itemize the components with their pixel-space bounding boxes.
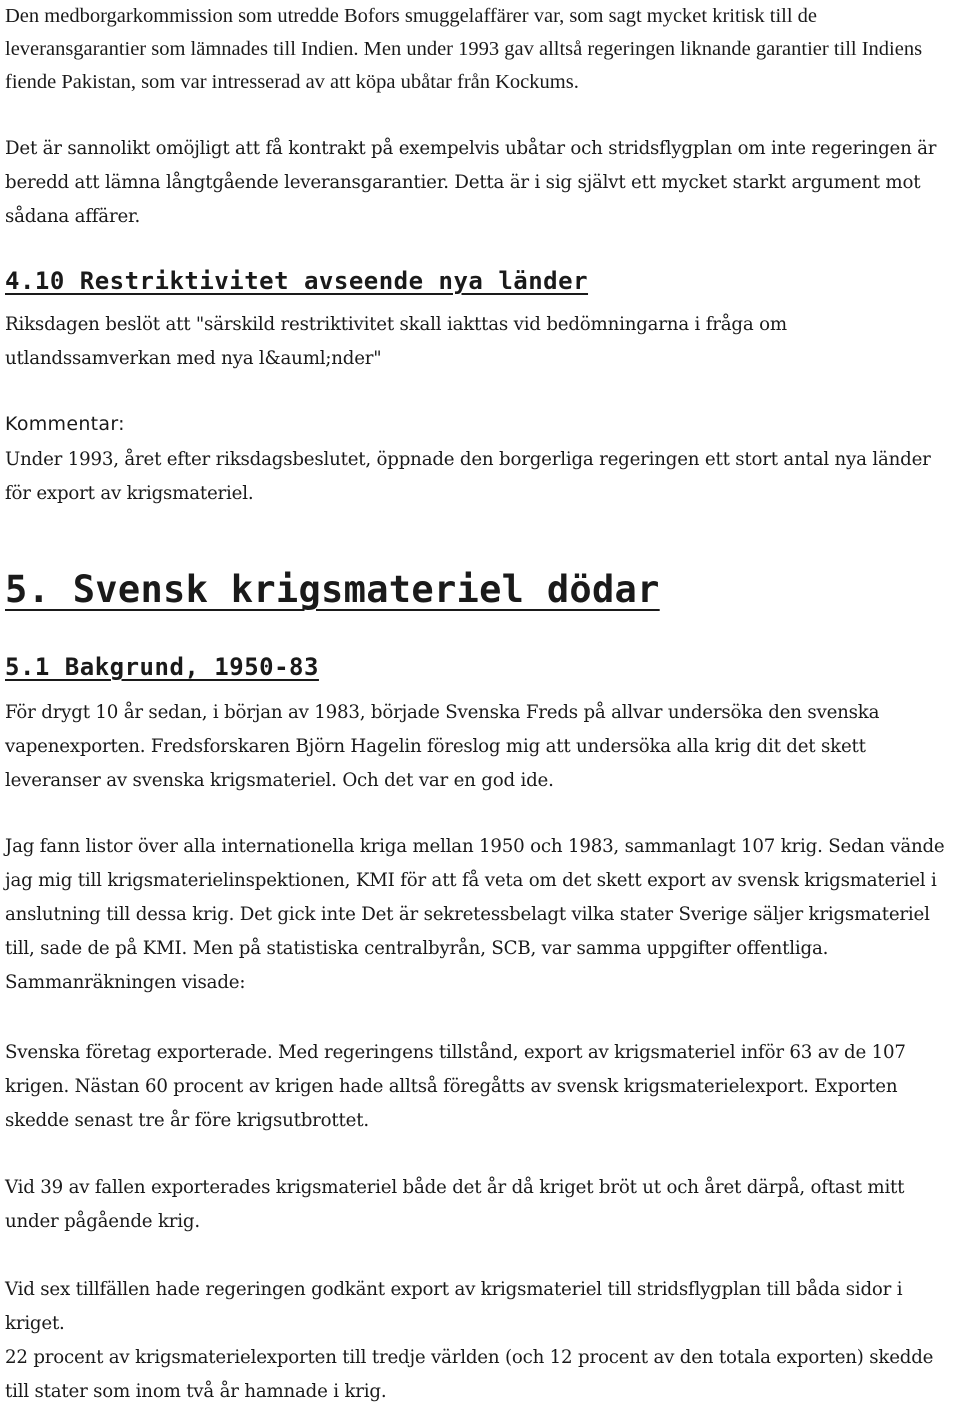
section-5-1-heading [5,652,955,682]
section-5-heading [5,568,955,612]
section-heading: 4.10 Restriktivitet avseende nya länder [5,267,589,295]
section-4-10-text: Riksdagen beslöt att "särskild restriktivitet skall iakttas vid bedömningarna i fråga om utlandssamverkan med nya l&auml;nder" [5,314,787,369]
section-heading: 5.1 Bakgrund, 1950-83 [5,653,319,681]
bakgrund-paragraph-4: Vid 39 av fallen exporterades krigsmateriel både det år då kriget bröt ut och året därpå, oftast mitt under pågående krig. [5,1177,905,1232]
intro-paragraph-2: Det är sannolikt omöjligt att få kontrakt på exempelvis ubåtar och stridsflygplan om inte regeringen är beredd att lämna långtgående leveransgarantier. Detta är i sig självt ett mycket starkt argument mot sådana affärer. [5,138,937,227]
chapter-heading: 5. Svensk krigsmateriel dödar [5,568,660,611]
intro-paragraph-1: Den medborgarkommission som utredde Bofors smuggelaffärer var, som sagt mycket kritisk till de leveransgarantier som lämnades till Indien. Men under 1993 gav alltså regeringen liknande garantier till Indiens fiende Pakistan, som var intresserad av att köpa ubåtar från Kockums. [5,5,923,93]
bakgrund-paragraph-2: Jag fann listor över alla internationella kriga mellan 1950 och 1983, sammanlagt 107 krig. Sedan vände jag mig till krigsmaterielinspektionen, KMI för att få veta om det skett export av svensk krigsmateriel i anslutning till dessa krig. Det gick inte Det är sekretessbelagt vilka stater Sverige säljer krigsmateriel till, sade de på KMI. Men på statistiska centralbyrån, SCB, var samma uppgifter offentliga. Sammanräkningen visade: [5,836,945,993]
kommentar-text: Under 1993, året efter riksdagsbeslutet, öppnade den borgerliga regeringen ett stort antal nya länder för export av krigsmateriel. [5,449,931,504]
kommentar-label: Kommentar: [5,413,125,435]
bakgrund-paragraph-3: Svenska företag exporterade. Med regeringens tillstånd, export av krigsmateriel inför 63 av de 107 krigen. Nästan 60 procent av krigen hade alltså föregåtts av svensk krigsmaterielexport. Exporten skedde senast tre år före krigsutbrottet. [5,1042,906,1131]
bakgrund-paragraph-5: Vid sex tillfällen hade regeringen godkänt export av krigsmateriel till stridsflygplan till båda sidor i kriget. [5,1279,903,1334]
bakgrund-paragraph-1: För drygt 10 år sedan, i början av 1983, började Svenska Freds på allvar undersöka den svenska vapenexporten. Fredsforskaren Björn Hagelin föreslog mig att undersöka alla krig dit det skett leveranser av svenska krigsmateriel. Och det var en god ide. [5,702,880,791]
section-4-10-heading [5,266,955,296]
bakgrund-paragraph-6: 22 procent av krigsmaterielexporten till tredje världen (och 12 procent av den totala exporten) skedde till stater som inom två år hamnade i krig. [5,1347,934,1402]
